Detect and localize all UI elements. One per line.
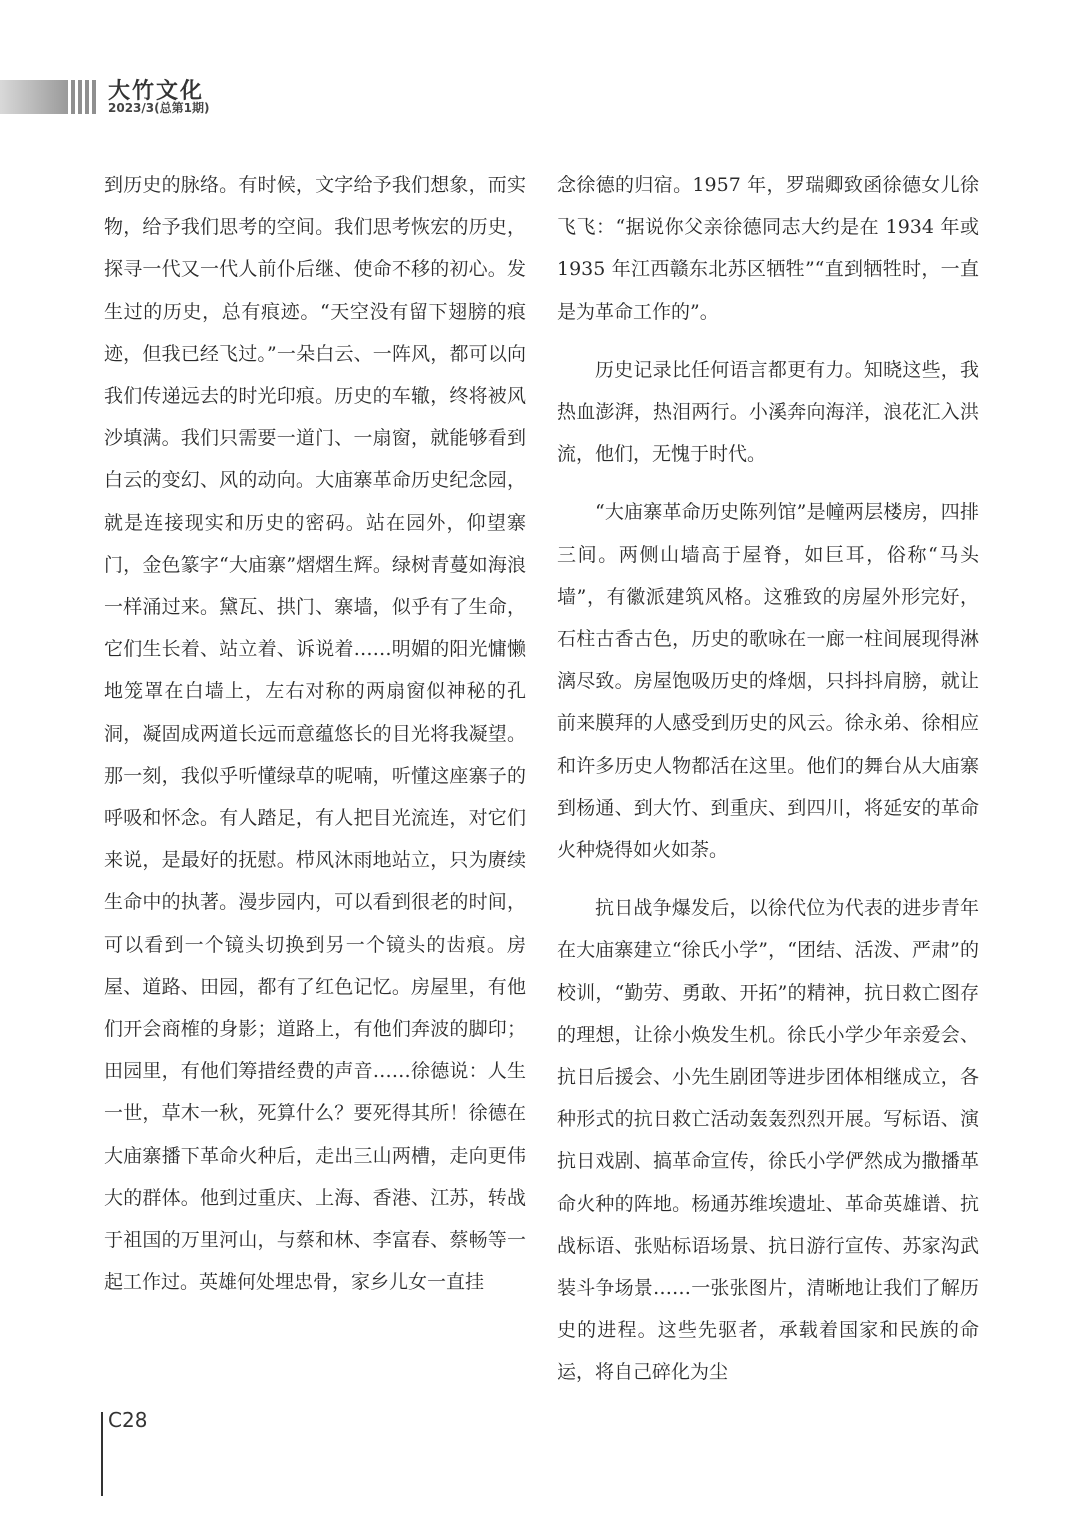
issue-info: 2023/3(总第1期) <box>108 101 210 115</box>
header-stripe <box>71 80 75 114</box>
header-stripe <box>85 80 89 114</box>
paragraph: 到历史的脉络。有时候，文字给予我们想象，而实物，给予我们思考的空间。我们思考恢宏的历史，探寻一代又一代人前仆后继、使命不移的初心。发生过的历史，总有痕迹。“天空没有留下翅膀的痕迹，但我已经飞过。”一朵白云、一阵风，都可以向我们传递远去的时光印痕。历史的车辙，终将被风沙填满。我们只需要一道门、一扇窗，就能够看到白云的变幻、风的动向。大庙寨革命历史纪念园，就是连接现实和历史的密码。站在园外，仰望寨门，金色篆字“大庙寨”熠熠生辉。绿树青蔓如海浪一样涌过来。黛瓦、拱门、寨墙，似乎有了生命，它们生长着、站立着、诉说着……明媚的阳光慵懒地笼罩在白墙上，左右对称的两扇窗似神秘的孔洞，凝固成两道长远而意蕴悠长的目光将我凝望。那一刻，我似乎听懂绿草的呢喃，听懂这座寨子的呼吸和怀念。有人踏足，有人把目光流连，对它们来说，是最好的抚慰。栉风沐雨地站立，只为赓续生命中的执著。漫步园内，可以看到很老的时间，可以看到一个镜头切换到另一个镜头的齿痕。房屋、道路、田园，都有了红色记忆。房屋里，有他们开会商榷的身影；道路上，有他们奔波的脚印；田园里，有他们筹措经费的声音……徐德说：人生一世，草木一秋，死算什么？要死得其所！徐德在大庙寨播下革命火种后，走出三山两槽，走向更伟大的群体。他到过重庆、上海、香港、江苏，转战于祖国的万里河山，与蔡和林、李富春、蔡畅等一起工作过。英雄何处埋忠骨，家乡儿女一直挂 <box>104 174 526 1294</box>
journal-name: 大竹文化 <box>108 79 205 104</box>
left-column <box>104 164 526 1303</box>
paragraph: 念徐德的归宿。1957 年，罗瑞卿致函徐德女儿徐飞飞：“据说你父亲徐德同志大约是在 1934 年或 1935 年江西赣东北苏区牺牲”“直到牺牲时，一直是为革命工作的”。 <box>557 174 979 323</box>
header-stripe <box>92 80 96 114</box>
page-number: C28 <box>108 1408 148 1432</box>
header-gradient-bar <box>0 80 68 114</box>
header-stripe <box>78 80 82 114</box>
header-decoration <box>0 80 108 114</box>
footer-rule <box>101 1412 103 1496</box>
paragraph: “大庙寨革命历史陈列馆”是幢两层楼房，四排三间。两侧山墙高于屋脊，如巨耳，俗称“马头墙”，有徽派建筑风格。这雅致的房屋外形完好，石柱古香古色，历史的歌咏在一廊一柱间展现得淋漓尽致。房屋饱吸历史的烽烟，只抖抖肩膀，就让前来膜拜的人感受到历史的风云。徐永弟、徐相应和许多历史人物都活在这里。他们的舞台从大庙寨到杨通、到大竹、到重庆、到四川，将延安的革命火种烧得如火如荼。 <box>557 501 979 862</box>
paragraph: 抗日战争爆发后，以徐代位为代表的进步青年在大庙寨建立“徐氏小学”，“团结、活泼、严肃”的校训，“勤劳、勇敢、开拓”的精神，抗日救亡图存的理想，让徐小焕发生机。徐氏小学少年亲爱会、抗日后援会、小先生剧团等进步团体相继成立，各种形式的抗日救亡活动轰轰烈烈开展。写标语、演抗日戏剧、搞革命宣传，徐氏小学俨然成为撒播革命火种的阵地。杨通苏维埃遗址、革命英雄谱、抗战标语、张贴标语场景、抗日游行宣传、苏家沟武装斗争场景……一张张图片，清晰地让我们了解历史的进程。这些先驱者，承载着国家和民族的命运，将自己碎化为尘 <box>557 897 979 1384</box>
right-column <box>557 164 979 1394</box>
paragraph: 历史记录比任何语言都更有力。知晓这些，我热血澎湃，热泪两行。小溪奔向海洋，浪花汇入洪流，他们，无愧于时代。 <box>557 358 979 466</box>
